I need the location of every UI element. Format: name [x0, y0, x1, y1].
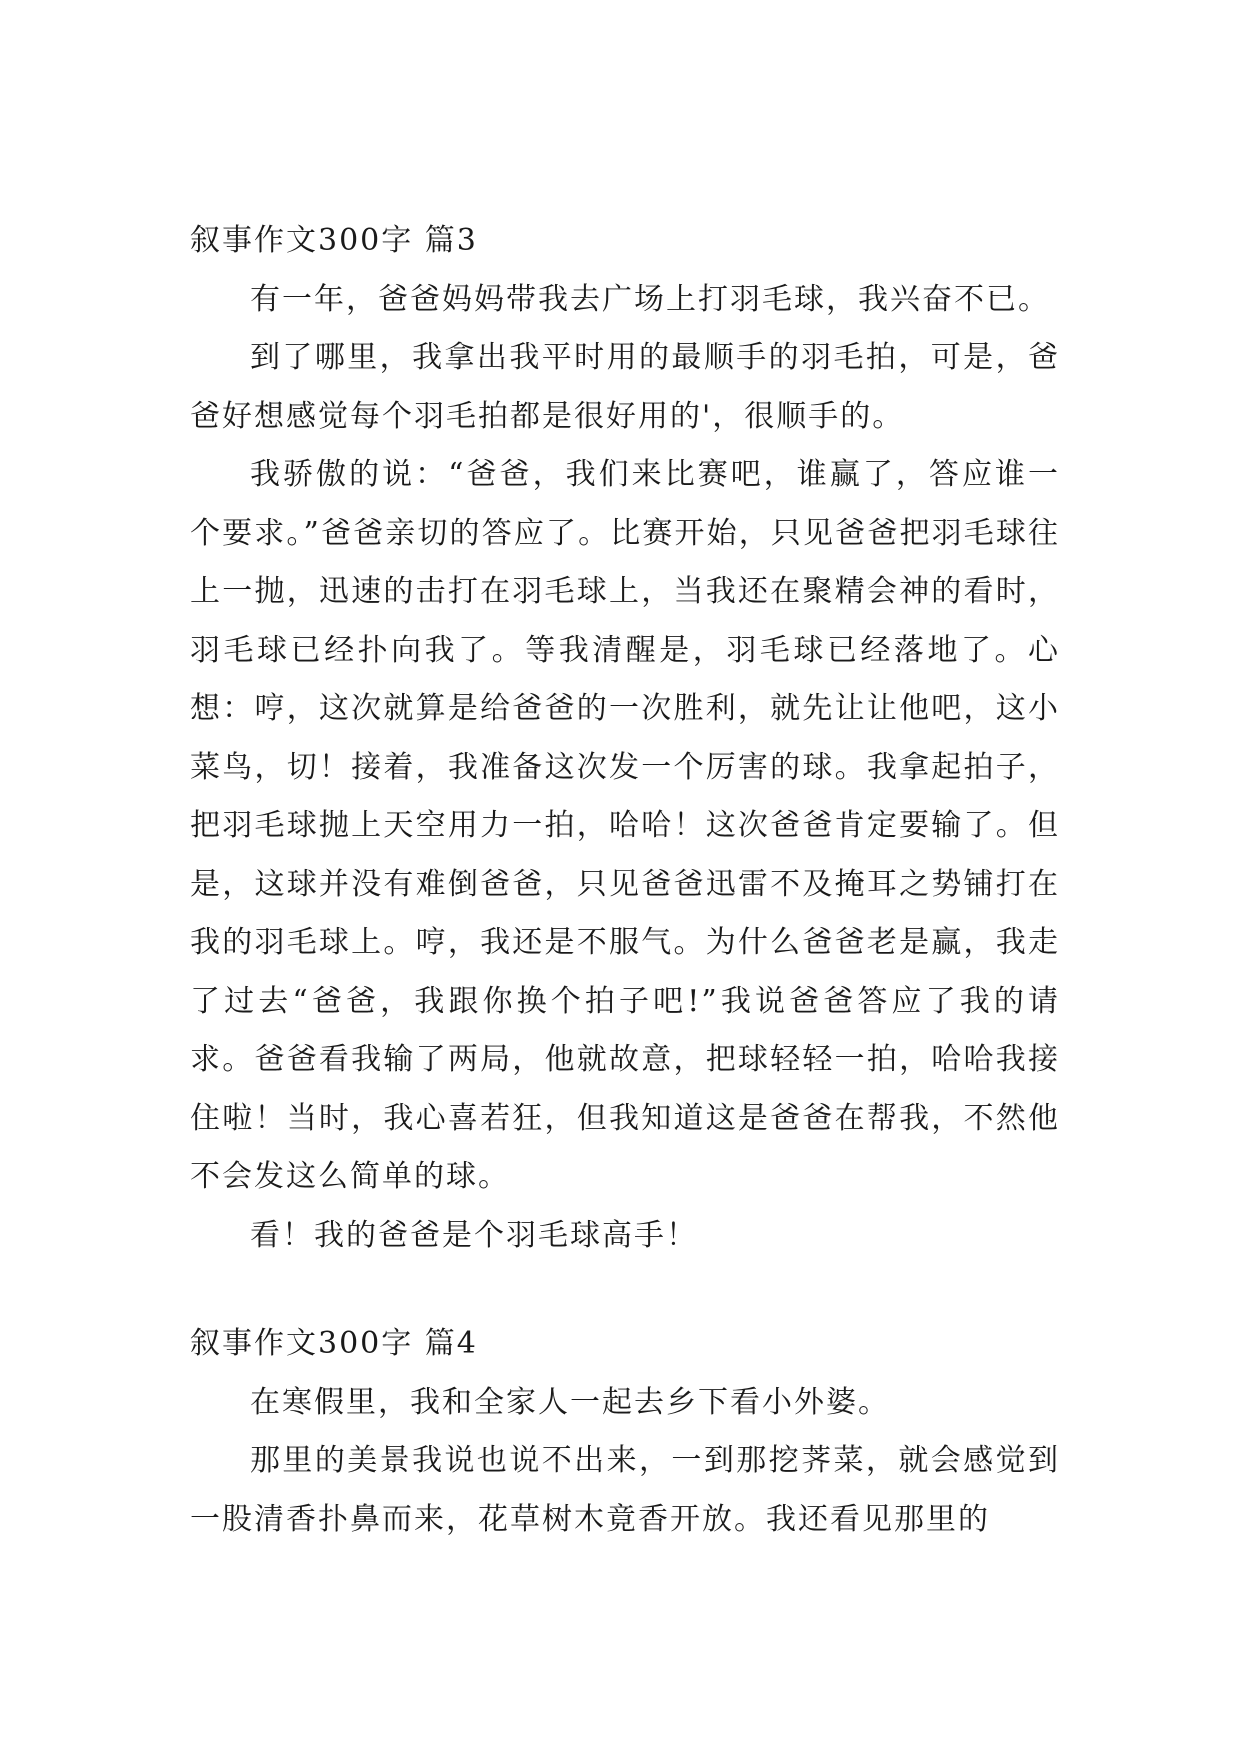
section-heading: 叙事作文300字 篇4 — [190, 1326, 478, 1361]
section-heading: 叙事作文300字 篇3 — [190, 223, 478, 258]
article-section-3 — [190, 212, 1060, 1265]
paragraph: 看！我的爸爸是个羽毛球高手！ — [250, 1217, 698, 1253]
section-spacer — [190, 1265, 1060, 1315]
paragraph: 那里的美景我说也说不出来，一到那挖荠菜，就会感觉到一股清香扑鼻而来，花草树木竟香开放。我还看见那里的 — [190, 1443, 1060, 1537]
paragraph: 我骄傲的说：“爸爸，我们来比赛吧，谁赢了，答应谁一个要求。”爸爸亲切的答应了。比赛开始，只见爸爸把羽毛球往上一抛，迅速的击打在羽毛球上，当我还在聚精会神的看时，羽毛球已经扑向我了。等我清醒是，羽毛球已经落地了。心想：哼，这次就算是给爸爸的一次胜利，就先让让他吧，这小菜鸟，切！接着，我准备这次发一个厉害的球。我拿起拍子，把羽毛球抛上天空用力一拍，哈哈！这次爸爸肯定要输了。但是，这球并没有难倒爸爸，只见爸爸迅雷不及掩耳之势铺打在我的羽毛球上。哼，我还是不服气。为什么爸爸老是赢，我走了过去“爸爸，我跟你换个拍子吧!”我说爸爸答应了我的请求。爸爸看我输了两局，他就故意，把球轻轻一拍，哈哈我接住啦！当时，我心喜若狂，但我知道这是爸爸在帮我，不然他不会发这么简单的球。 — [190, 457, 1060, 1194]
document-body — [190, 212, 1060, 1549]
paragraph: 有一年，爸爸妈妈带我去广场上打羽毛球，我兴奋不已。 — [250, 281, 1050, 317]
paragraph: 到了哪里，我拿出我平时用的最顺手的羽毛拍，可是，爸爸好想感觉每个羽毛拍都是很好用的'，很顺手的。 — [190, 340, 1060, 434]
paragraph: 在寒假里，我和全家人一起去乡下看小外婆。 — [250, 1384, 890, 1420]
article-section-4 — [190, 1315, 1060, 1549]
